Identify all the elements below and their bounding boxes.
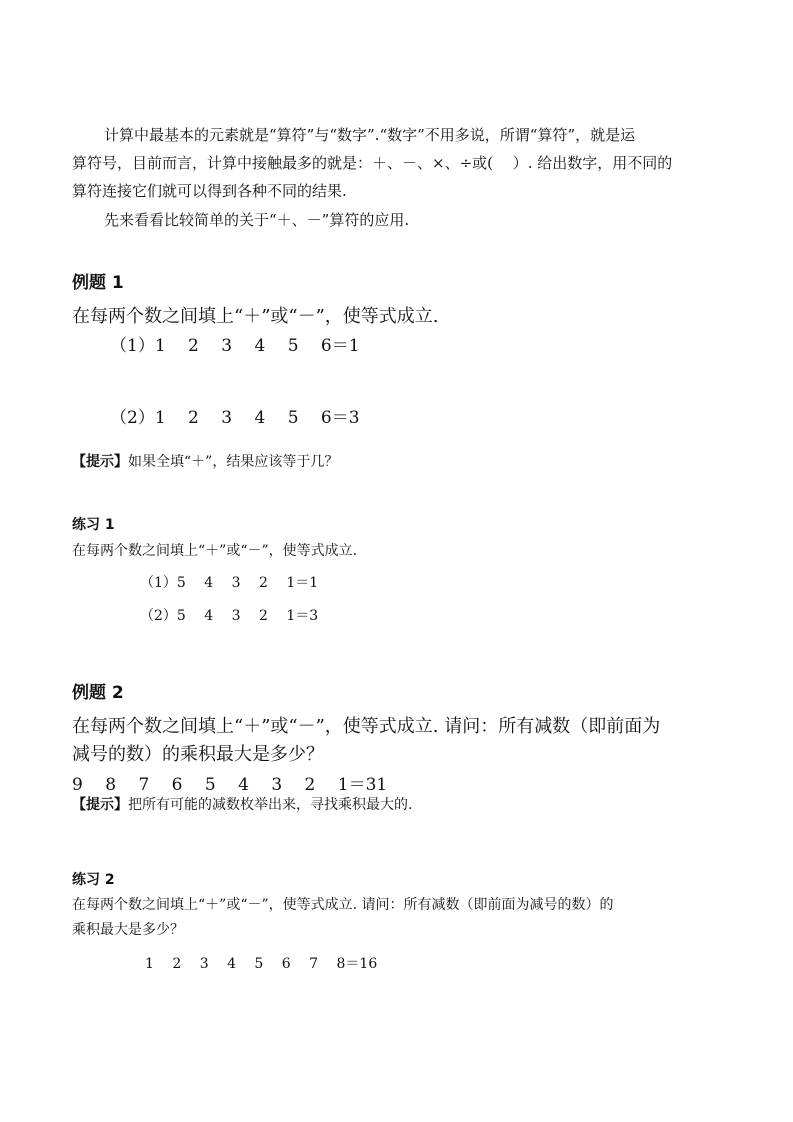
example-1-prompt: 在每两个数之间填上“＋”或“－”，使等式成立. [72,306,439,327]
example-2-prompt-line-1: 在每两个数之间填上“＋”或“－”，使等式成立. 请问：所有减数（即前面为 [72,716,661,737]
practice-1-item-2: （2）5 4 3 2 1＝3 [140,608,319,624]
example-2-prompt-line-2: 减号的数）的乘积最大是多少？ [72,744,324,765]
hint-tag: 【提示】 [72,797,128,813]
hint-text: 如果全填“＋”，结果应该等于几？ [128,454,339,470]
example-2-title: 例题 2 [72,683,124,703]
intro-line-1: 计算中最基本的元素就是“算符”与“数字”.“数字”不用多说，所谓“算符”，就是运 [104,126,636,144]
practice-2-prompt-line-1: 在每两个数之间填上“＋”或“－”，使等式成立. 请问：所有减数（即前面为减号的数）的 [72,897,614,913]
example-1-item-2: （2）1 2 3 4 5 6＝3 [110,408,360,428]
practice-2-prompt-line-2: 乘积最大是多少？ [72,922,184,938]
intro-line-2: 算符号，目前而言，计算中接触最多的就是：＋、－、×、÷或( ）. 给出数字，用不同的 [72,154,673,172]
practice-2-sequence: 1 2 3 4 5 6 7 8＝16 [145,956,378,972]
practice-1-item-1: （1）5 4 3 2 1＝1 [140,575,319,591]
example-1-item-1: （1）1 2 3 4 5 6＝1 [110,336,360,356]
practice-2-title: 练习 2 [72,872,115,888]
practice-1-prompt: 在每两个数之间填上“＋”或“－”，使等式成立. [72,543,358,559]
practice-1-title: 练习 1 [72,517,115,533]
intro-line-4: 先来看看比较简单的关于“＋、－”算符的应用. [104,211,410,229]
example-2-hint [72,794,412,814]
example-2-sequence: 9 8 7 6 5 4 3 2 1＝31 [72,775,388,795]
intro-line-3: 算符连接它们就可以得到各种不同的结果. [72,182,347,200]
hint-text: 把所有可能的减数枚举出来，寻找乘积最大的. [128,797,413,813]
hint-tag: 【提示】 [72,454,128,470]
example-1-hint [72,451,338,471]
example-1-title: 例题 1 [72,273,124,293]
